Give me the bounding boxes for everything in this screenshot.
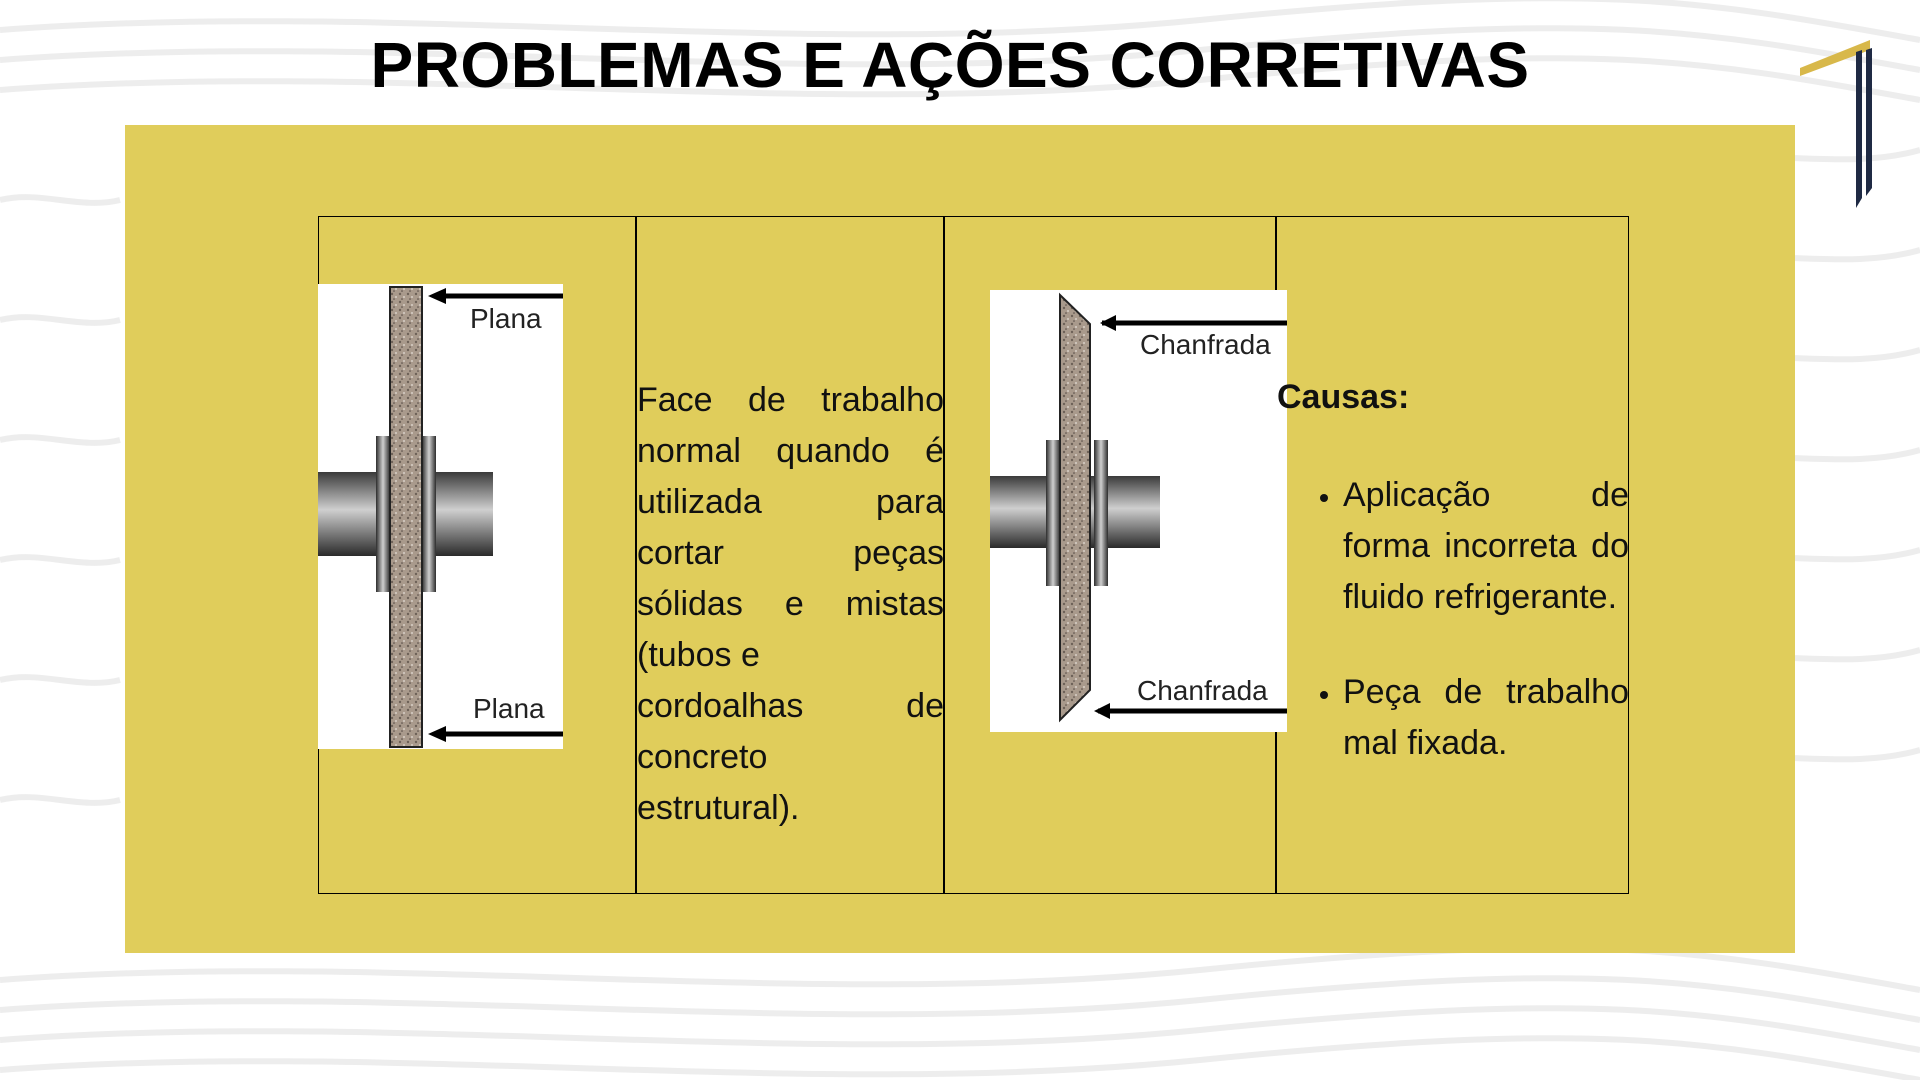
description-line: cordoalhas de — [637, 687, 944, 725]
logo-icon — [1790, 38, 1880, 228]
description-line: concreto — [637, 738, 768, 776]
arrow-left-icon — [428, 288, 563, 304]
list-item: • Peça de trabalho mal fixada. — [1343, 667, 1629, 769]
description-line: utilizada para — [637, 483, 944, 521]
label-flat-bottom: Plana — [473, 693, 545, 724]
causes-heading: Causas: — [1277, 378, 1410, 416]
description-line: cortar peças — [637, 534, 944, 572]
arrow-left-icon — [428, 726, 563, 742]
causes-list — [1277, 470, 1629, 813]
label-chamfered-top: Chanfrada — [1140, 329, 1271, 360]
label-flat-top: Plana — [470, 303, 542, 334]
description-line: normal quando é — [637, 432, 944, 470]
page-title: PROBLEMAS E AÇÕES CORRETIVAS — [370, 29, 1530, 101]
list-item: • Aplicação de forma incorreta do fluido refrigerante. — [1343, 470, 1629, 623]
chamfered-wheel-diagram — [990, 290, 1287, 732]
description-line: Face de trabalho — [637, 381, 944, 419]
description-line: sólidas e mistas — [637, 585, 944, 623]
flat-wheel-diagram — [318, 284, 563, 749]
description-line: estrutural). — [637, 789, 800, 827]
description-line: (tubos e — [637, 636, 760, 674]
label-chamfered-bottom: Chanfrada — [1137, 675, 1268, 706]
description-text — [637, 375, 944, 834]
